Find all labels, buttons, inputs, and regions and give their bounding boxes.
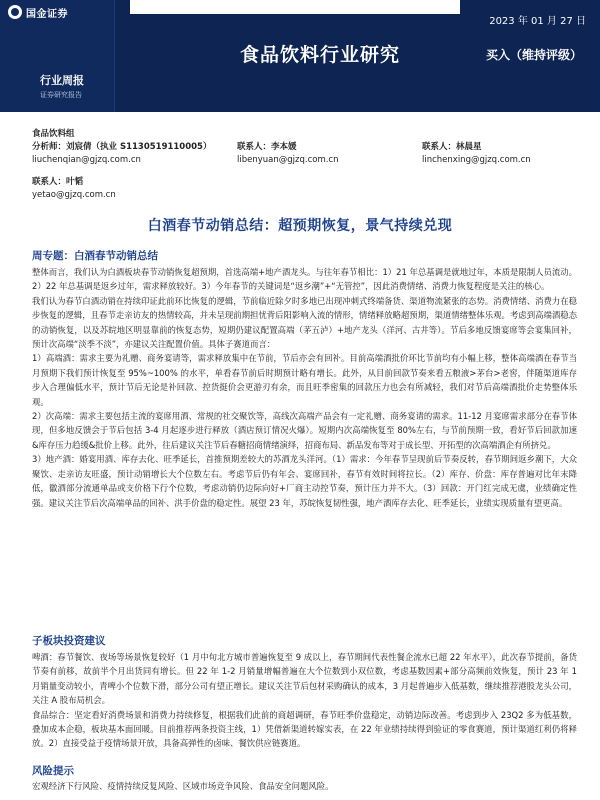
analyst-3-email: linchenxing@gjzq.com.cn bbox=[422, 155, 531, 165]
analyst-1-name: 分析师：刘宸倩（执业 S1130519110005） bbox=[32, 142, 212, 152]
report-header bbox=[0, 0, 600, 112]
analyst-2-email: libenyuan@gjzq.com.cn bbox=[237, 155, 339, 165]
logo-text: 国金证券 bbox=[26, 8, 68, 20]
report-main-title: 白酒春节动销总结：超预期恢复，景气持续兑现 bbox=[147, 218, 453, 234]
paragraph-food: 食品综合：坚定看好消费场景和消费力持续修复，根据我们此前的商超调研，春节旺季价盘稳定，动销边际改善。考虑到步入 23Q2 多为低基数，叠加成本企稳，板块基本面回暖。目前推荐两条投资主线，1）凭借新渠道转嫁实表，在 22 年业绩持续得到验证的零食赛道，预计渠道红利仍将释放。2）直接受益于疫情场景开放，具备高弹性的卤味、餐饮供应链赛道。 bbox=[32, 709, 577, 749]
analyst-4-email: yetao@gjzq.com.cn bbox=[32, 190, 116, 200]
paragraph-logic: 我们认为春节白酒动销在持续印证此前环比恢复的逻辑，节前临近除夕时多地已出现冲刺式终端备货、渠道物流紧张的态势。消费情绪、消费力在稳步恢复的逻辑，且春节走亲访友的热情较高，并未呈现前期担忧背后阳影响入流的情形，情绪释放略超预期，渠道情绪整体乐观。考虑到高端酒稳态的动销恢复，以及苏皖地区明显靠前的恢复态势，短期仍建议配置高端（茅五泸）+地产龙头（洋河、古井等）。节后多地反馈宴席等会宴集回补，预计次高端“淡季不淡”，亦建议关注配置价值。具体子赛道而言： bbox=[32, 295, 577, 350]
section-risk: 风险提示 bbox=[32, 765, 74, 777]
analyst-row bbox=[32, 141, 572, 167]
report-date: 2023 年 01 月 27 日 bbox=[489, 16, 586, 27]
section-weekly-topic: 周专题：白酒春节动销总结 bbox=[32, 250, 158, 262]
analyst-block bbox=[32, 128, 572, 202]
paragraph-regional: 3）地产酒：婚宴用酒、库存去化、旺季延长，首推预期差较大的苏酒龙头洋河。（1）需求：今年春节呈现前后节奏反转，春节期间返乡潮下，大众聚饮、走亲访友旺盛，预计动销增长大个位数左右。考虑节后仍有年会、宴席回补，春节有效时间将拉长。（2）库存、价盘：库存普遍对比年末降低，徽酒部分流通单品或支价格下行个位数，考虑动销仍边际向好+厂商主动控节奏，预计压力并不大。（3）回款：开门红完成无虞，业绩确定性强。建议关注节后次高端单品的回补、洪手价盘的稳定性。展望 23 年，苏皖恢复韧性强，地产酒库存去化、旺季延长，业绩实现质量有望更高。 bbox=[32, 454, 577, 508]
paragraph-overview: 整体而言，我们认为白酒板块春节动销恢复超预期，首选高端+地产酒龙头。与往年春节相比：1）21 年总基调是就地过年，本质是限制人员流动。2）22 年总基调是返乡过年，需求释放较好。3）今年春节的关键词是“返乡潮”+“无管控”，因此消费情绪、消费力恢复程度是关注的核心。 bbox=[32, 267, 577, 292]
body-sub-block bbox=[32, 650, 577, 751]
report-subtitle: 证券研究报告 bbox=[40, 91, 82, 99]
paragraph-beer: 啤酒：春节餐饮、夜场等场景恢复较好（1 月中旬北方城市普遍恢复至 9 成以上，春节期间代表性餐企流水已超 22 年水平），此次春节提前，备货节奏有前移，故前半个月出货同有增长。但 22 年 1-2 月销量增幅普遍在大个位数到小双位数，考虑基数因素+部分高频前效恢复，预计 23 年 1 月销量变动较小，青啤小个位数下滑，部分公司有望正增长。建议关注节后包材采购确认的成本，3 月起普遍步入低基数，继续推荐港股龙头公司，关注 A 股布局机会。 bbox=[32, 652, 577, 706]
paragraph-high-end: 1）高端酒：需求主要为礼赠、商务宴请等，需求释放集中在节前，节后亦会有回补。目前高端酒批价环比节前均有小幅上移，整体高端酒在春节当月预期下我们预计恢复至 95%~100% 的水平，单看春节前后时期预计略有增长。此外，从目前回款节奏来看五粮液>茅台>老窖，伴随渠道库存步入合理偏低水平，预计节后无论是补回款、控货挺价会更游刃有余，而且旺季密集的回款压力也会有所减轻，我们对节后高端酒批价走势整体乐观。 bbox=[32, 353, 577, 407]
analyst-3 bbox=[422, 141, 572, 167]
sector-name: 食品饮料组 bbox=[32, 129, 75, 139]
rating-label: 买入（维持评级） bbox=[485, 48, 582, 62]
analyst-4 bbox=[32, 176, 572, 202]
industry-title: 食品饮料行业研究 bbox=[240, 44, 401, 66]
section-sub-block: 子板块投资建议 bbox=[32, 635, 106, 647]
analyst-4-name: 联系人：叶韬 bbox=[32, 177, 84, 187]
paragraph-sub-high-end: 2）次高端：需求主要包括主流的宴席用酒、常规的社交聚饮等，高线次高端产品会有一定礼赠、商务宴请的需求。11-12 月宴席需求部分在春节体现，但多地反馈会于节后包括 3-4 月起逐步进行释放（酒店预订情况火爆）。短期内次高端恢复至 80%左右，与节前预期一致，看好节后回款加速&库存压力趋缓&批价上移。此外，往后建议关注节后春糖招商情绪演绎，招商布局、新品发布等对于成长型、开拓型的次高端酒企有所挤兑。 bbox=[32, 411, 577, 450]
header-white-strip bbox=[130, 0, 460, 14]
analyst-3-name: 联系人：林晨星 bbox=[422, 142, 482, 152]
logo-mark-icon bbox=[8, 5, 22, 19]
brand-logo bbox=[8, 4, 68, 20]
analyst-2 bbox=[237, 141, 422, 167]
report-type: 行业周报 bbox=[40, 74, 84, 87]
body-risk bbox=[32, 779, 577, 793]
analyst-1 bbox=[32, 141, 237, 167]
body-topic bbox=[32, 265, 577, 510]
analyst-2-name: 联系人：李本媛 bbox=[237, 142, 297, 152]
paragraph-risk: 宏观经济下行风险、疫情持续反复风险、区域市场竞争风险、食品安全问题风险。 bbox=[32, 781, 334, 791]
analyst-1-email: liuchenqian@gjzq.com.cn bbox=[32, 155, 141, 165]
